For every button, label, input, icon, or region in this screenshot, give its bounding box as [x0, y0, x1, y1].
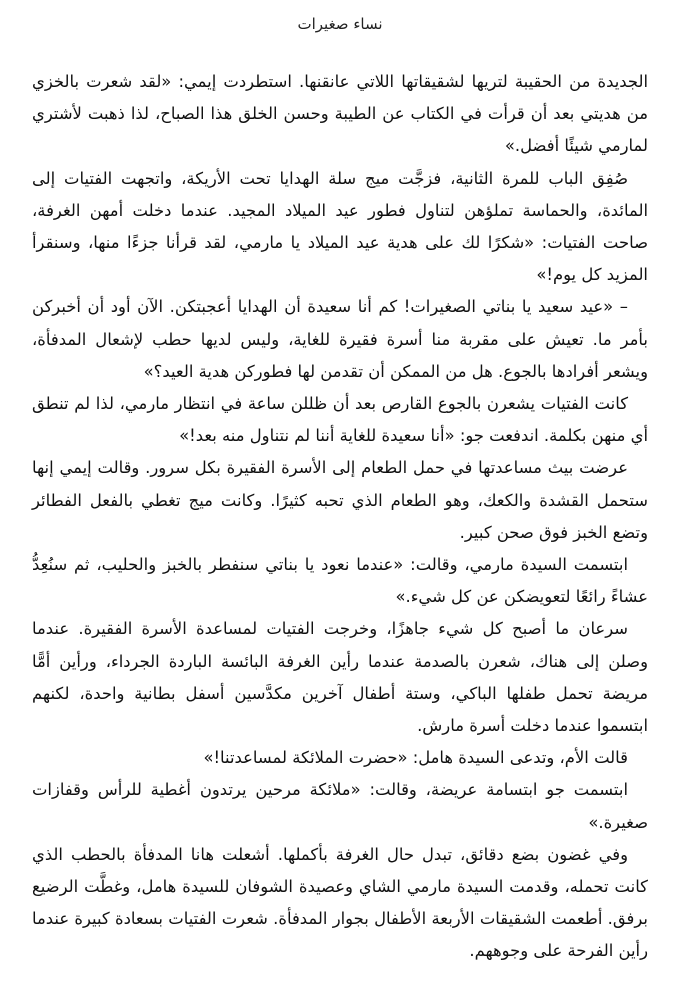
paragraph-9: ابتسمت جو ابتسامة عريضة، وقالت: «ملائكة مرحين يرتدون أغطية للرأس وقفازات صغيرة.» — [32, 780, 648, 832]
paragraph-1: الجديدة من الحقيبة لتريها لشقيقاتها اللاتي عانقنها. استطردت إيمي: «لقد شعرت بالخزي من هديتي بعد أن قرأت في الكتاب عن الطيبة وحسن الخلق هذا الصباح، لذا ذهبت لأشتري لمارمي شيئًا أفضل.» — [32, 72, 648, 156]
page-header-title: نساء صغيرات — [297, 15, 383, 33]
book-page-body — [32, 66, 648, 968]
paragraph-6: ابتسمت السيدة مارمي، وقالت: «عندما نعود يا بناتي سنفطر بالخبز والحليب، ثم سنُعِدُّ عشاءً رائعًا لتعويضكن عن كل شيء.» — [32, 555, 648, 607]
paragraph-10: وفي غضون بضع دقائق، تبدل حال الغرفة بأكملها. أشعلت هانا المدفأة بالحطب الذي كانت تحمله، وقدمت السيدة مارمي الشاي وعصيدة الشوفان للسيدة هامل، وغطَّت الرضيع برفق. أطعمت الشقيقات الأربعة الأطفال بجوار المدفأة. شعرت الفتيات بسعادة كبيرة عندما رأين الفرحة على وجوههم. — [32, 844, 648, 961]
paragraph-5: عرضت بيث مساعدتها في حمل الطعام إلى الأسرة الفقيرة بكل سرور. وقالت إيمي إنها ستحمل القشدة والكعك، وهو الطعام الذي تحبه كثيرًا. وكانت ميج تغطي بالفعل الفطائر وتضع الخبز فوق صحن كبير. — [32, 458, 648, 542]
paragraph-7: سرعان ما أصبح كل شيء جاهزًا، وخرجت الفتيات لمساعدة الأسرة الفقيرة. عندما وصلن إلى هناك، شعرن بالصدمة عندما رأين الغرفة البائسة الباردة الجرداء، ورأين أمًّا مريضة تحمل طفلها الباكي، وستة أطفال آخرين مكدَّسين أسفل بطانية واحدة، لكنهم ابتسموا عندما دخلت أسرة مارش. — [32, 619, 648, 736]
paragraph-4: كانت الفتيات يشعرن بالجوع القارص بعد أن ظللن ساعة في انتظار مارمي، لذا لم تنطق أي منهن بكلمة. اندفعت جو: «أنا سعيدة للغاية أننا لم نتناول منه بعد!» — [32, 394, 648, 446]
paragraph-8: قالت الأم، وتدعى السيدة هامل: «حضرت الملائكة لمساعدتنا!» — [203, 748, 628, 768]
paragraph-2: صُفِق الباب للمرة الثانية، فزجَّت ميج سلة الهدايا تحت الأريكة، واتجهت الفتيات إلى المائدة، والحماسة تملؤهن لتناول فطور عيد الميلاد المجيد. عندما دخلت أمهن الغرفة، صاحت الفتيات: «شكرًا لك على هدية عيد الميلاد يا مارمي، لقد قرأنا جزءًا منها، وسنقرأ المزيد كل يوم!» — [32, 168, 648, 285]
paragraph-3: – «عيد سعيد يا بناتي الصغيرات! كم أنا سعيدة أن الهدايا أعجبتكن. الآن أود أن أخبركن بأمر ما. تعيش على مقربة منا أسرة فقيرة للغاية، وليس لديها حطب لإشعال المدفأة، ويشعر أفرادها بالجوع. هل من الممكن أن تقدمن لها فطوركن هدية العيد؟» — [32, 297, 648, 381]
